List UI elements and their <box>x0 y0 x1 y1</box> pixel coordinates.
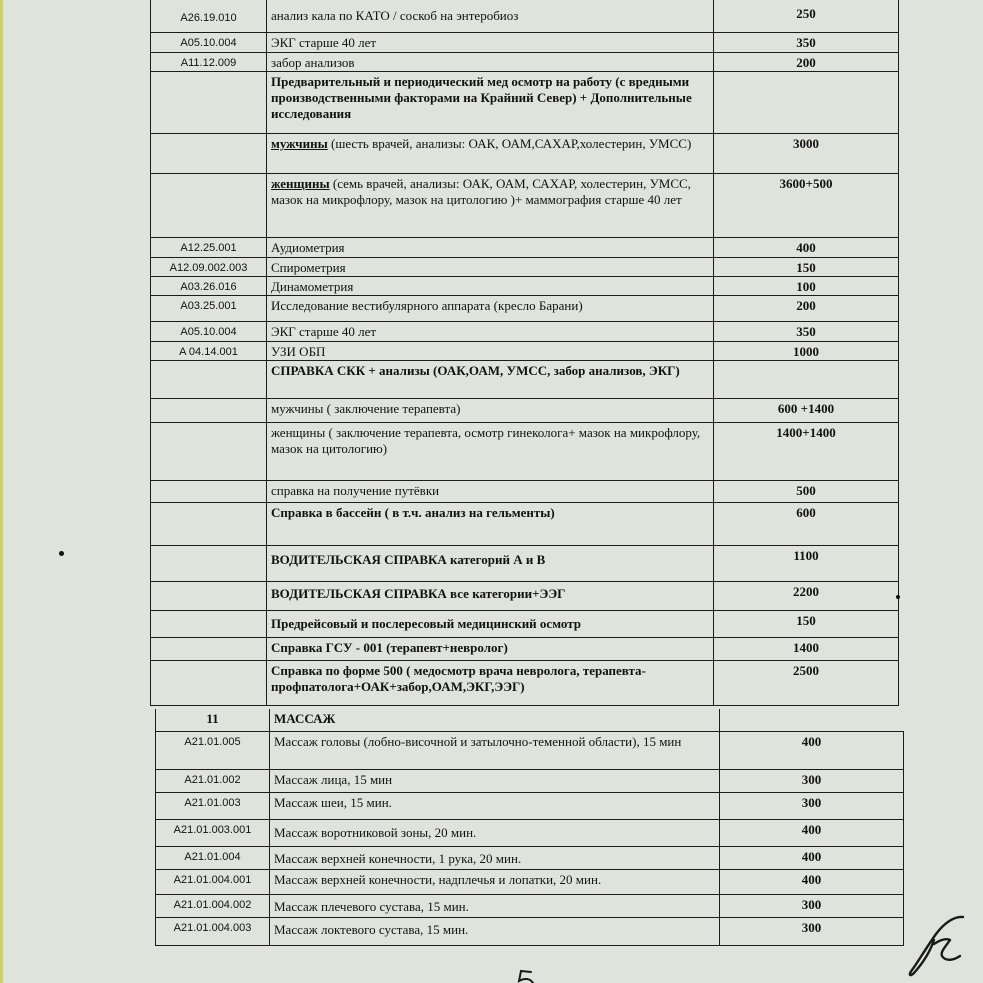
service-description: Динамометрия <box>267 277 714 296</box>
service-description: Массаж шеи, 15 мин. <box>270 792 720 819</box>
service-code: A21.01.002 <box>156 769 270 792</box>
service-price: 250 <box>714 0 899 33</box>
section-heading: СПРАВКА СКК + анализы (ОАК,ОАМ, УМСС, забор анализов, ЭКГ) <box>267 361 714 399</box>
service-price: 1400+1400 <box>714 423 899 481</box>
service-description: Справка по форме 500 ( медосмотр врача невролога, терапевта-профпатолога+ОАК+забор,ОАМ,ЭКГ,ЭЭГ) <box>267 661 714 706</box>
service-price: 350 <box>714 322 899 342</box>
service-price: 3600+500 <box>714 174 899 238</box>
service-description: Предрейсовый и послересовый медицинский осмотр <box>267 611 714 638</box>
service-description: УЗИ ОБП <box>267 342 714 361</box>
service-code: A21.01.003.001 <box>156 819 270 846</box>
section-title: МАССАЖ <box>270 709 720 731</box>
service-price: 150 <box>714 258 899 277</box>
service-code: A21.01.003 <box>156 792 270 819</box>
service-description: Справка ГСУ - 001 (терапевт+невролог) <box>267 638 714 661</box>
service-description: Массаж плечевого сустава, 15 мин. <box>270 894 720 917</box>
service-code: A12.25.001 <box>151 238 267 258</box>
service-price: 400 <box>720 819 904 846</box>
service-code: A21.01.004 <box>156 846 270 869</box>
service-price: 500 <box>714 481 899 503</box>
group-label: женщины <box>271 176 330 191</box>
handwritten-signature-icon <box>910 917 963 975</box>
service-price: 300 <box>720 792 904 819</box>
service-description: Массаж верхней конечности, надплечья и лопатки, 20 мин. <box>270 869 720 894</box>
section-heading: Предварительный и периодический мед осмотр на работу (с вредными производственными факторами на Крайний Север) + Дополнительные исследования <box>267 72 714 134</box>
service-price: 600 +1400 <box>714 399 899 423</box>
service-description: Исследование вестибулярного аппарата (кресло Барани) <box>267 296 714 322</box>
section-number: 11 <box>156 709 270 731</box>
service-description: справка на получение путёвки <box>267 481 714 503</box>
service-price: 400 <box>720 731 904 769</box>
service-description: Справка в бассейн ( в т.ч. анализ на гельменты) <box>267 503 714 546</box>
group-label: мужчины <box>271 136 328 151</box>
service-description: ВОДИТЕЛЬСКАЯ СПРАВКА категорий А и В <box>267 546 714 582</box>
service-description: Массаж верхней конечности, 1 рука, 20 мин. <box>270 846 720 869</box>
service-price: 2200 <box>714 582 899 611</box>
service-price: 150 <box>714 611 899 638</box>
service-code: A03.25.001 <box>151 296 267 322</box>
service-price: 100 <box>714 277 899 296</box>
service-code: A21.01.005 <box>156 731 270 769</box>
service-price: 400 <box>714 238 899 258</box>
service-code: A26.19.010 <box>151 0 267 33</box>
service-price: 300 <box>720 769 904 792</box>
service-description: Спирометрия <box>267 258 714 277</box>
service-description: женщины ( заключение терапевта, осмотр гинеколога+ мазок на микрофлору, мазок на цитологию) <box>267 423 714 481</box>
service-price: 200 <box>714 296 899 322</box>
service-description: анализ кала по КАТО / соскоб на энтеробиоз <box>267 0 714 33</box>
service-price: 400 <box>720 846 904 869</box>
service-code: A05.10.004 <box>151 33 267 53</box>
service-code: A 04.14.001 <box>151 342 267 361</box>
service-description: Массаж лица, 15 мин <box>270 769 720 792</box>
service-description: забор анализов <box>267 53 714 72</box>
service-code: A12.09.002.003 <box>151 258 267 277</box>
service-description: Аудиометрия <box>267 238 714 258</box>
service-price: 400 <box>720 869 904 894</box>
service-description: ЭКГ старше 40 лет <box>267 33 714 53</box>
service-price: 2500 <box>714 661 899 706</box>
service-description: Массаж локтевого сустава, 15 мин. <box>270 917 720 945</box>
group-details: (шесть врачей, анализы: ОАК, ОАМ,САХАР,холестерин, УМСС) <box>327 136 692 151</box>
service-price: 3000 <box>714 134 899 174</box>
service-description: ВОДИТЕЛЬСКАЯ СПРАВКА все категории+ЭЭГ <box>267 582 714 611</box>
service-price: 300 <box>720 917 904 945</box>
service-price: 200 <box>714 53 899 72</box>
service-price: 600 <box>714 503 899 546</box>
service-price: 1000 <box>714 342 899 361</box>
service-code: A05.10.004 <box>151 322 267 342</box>
service-price: 1400 <box>714 638 899 661</box>
service-description: ЭКГ старше 40 лет <box>267 322 714 342</box>
service-price: 300 <box>720 894 904 917</box>
service-description: мужчины ( заключение терапевта) <box>267 399 714 423</box>
service-price: 1100 <box>714 546 899 582</box>
service-code: A11.12.009 <box>151 53 267 72</box>
group-details: (семь врачей, анализы: ОАК, ОАМ, САХАР, холестерин, УМСС, мазок на микрофлору, мазок на цитологию )+ маммография старше 40 лет <box>271 176 691 207</box>
service-description: Массаж воротниковой зоны, 20 мин. <box>270 819 720 846</box>
service-code: A03.26.016 <box>151 277 267 296</box>
page-number-glyph <box>519 971 533 983</box>
service-code: A21.01.004.001 <box>156 869 270 894</box>
service-description: Массаж головы (лобно-височной и затылочно-теменной области), 15 мин <box>270 731 720 769</box>
service-price: 350 <box>714 33 899 53</box>
service-code: A21.01.004.003 <box>156 917 270 945</box>
service-code: A21.01.004.002 <box>156 894 270 917</box>
